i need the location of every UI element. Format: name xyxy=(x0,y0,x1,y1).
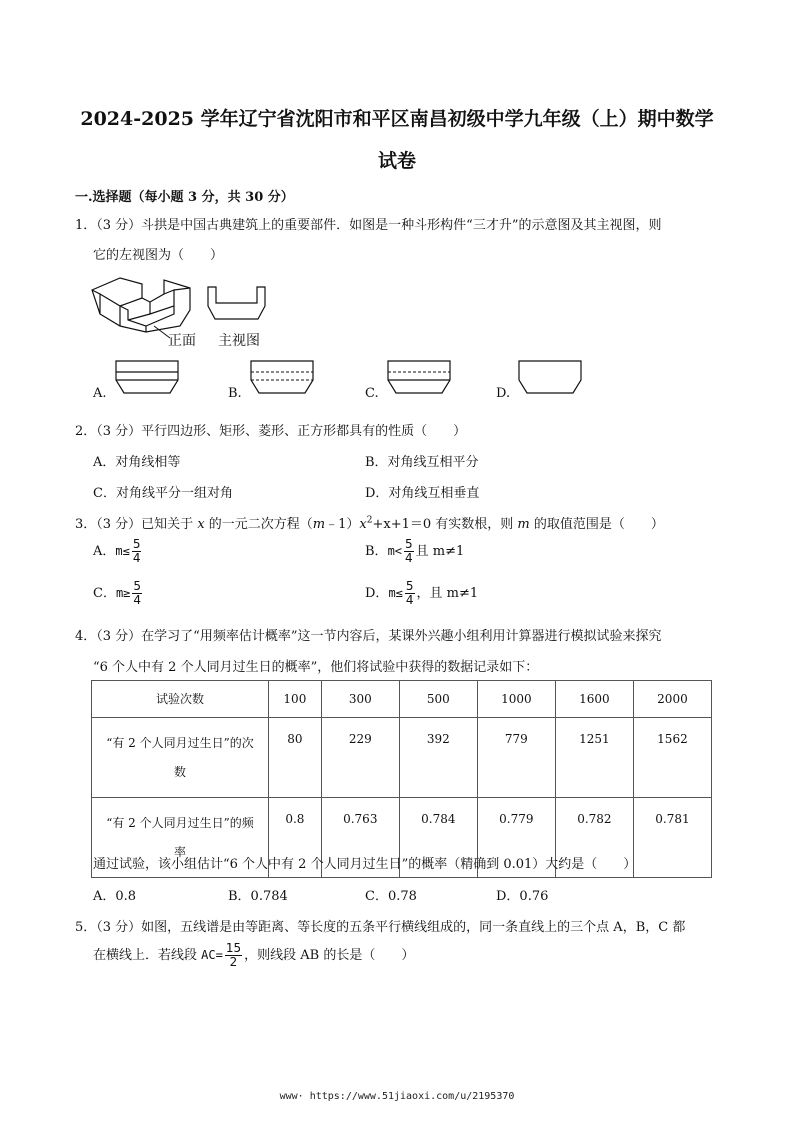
q1-option-a-label: A. xyxy=(93,386,107,401)
q3-option-c-symbol: m≥ xyxy=(115,586,131,600)
q3-option-d-fraction xyxy=(405,580,415,607)
q3-stem-m: m xyxy=(312,517,326,532)
table-cell: 1251 xyxy=(555,718,633,798)
table-cell: 1562 xyxy=(633,718,711,798)
table-row-label xyxy=(92,718,269,798)
q3-stem-x2: x xyxy=(359,517,367,532)
table-cell: 0.781 xyxy=(633,798,711,878)
table-cell: 0.782 xyxy=(555,798,633,878)
q1-option-b-figure xyxy=(250,360,314,394)
q4-data-table xyxy=(91,680,712,878)
q3-stem xyxy=(75,513,664,532)
q1-option-d-label: D. xyxy=(496,386,511,401)
section-heading: 一.选择题（每小题 3 分，共 30 分） xyxy=(75,190,294,205)
table-cell: 0.8 xyxy=(269,798,322,878)
fraction-numerator: 5 xyxy=(133,579,142,593)
table-header-cell: 300 xyxy=(321,681,399,718)
q5-stem-line1: 5．（3 分）如图，五线谱是由等距离、等长度的五条平行横线组成的，同一条直线上的三个点 A，B，C 都 xyxy=(75,920,686,935)
row-label-line1: “有 2 个人同月过生日”的频 xyxy=(106,815,254,830)
q4-option-c: C．0.78 xyxy=(365,889,417,904)
fraction-denominator: 4 xyxy=(405,551,413,565)
fraction-numerator: 5 xyxy=(405,579,414,593)
q1-main-view-figure xyxy=(207,286,267,326)
row-label-line2: 数 xyxy=(173,764,186,779)
table-cell: 0.779 xyxy=(477,798,555,878)
table-row xyxy=(92,681,712,718)
fraction-numerator: 5 xyxy=(405,537,413,551)
q1-option-c-figure xyxy=(387,360,451,394)
q1-option-a-figure xyxy=(115,360,179,394)
footer-url: www· https://www.51jiaoxi.com/u/2195370 xyxy=(279,1091,515,1102)
table-cell: 0.784 xyxy=(399,798,477,878)
table-row xyxy=(92,718,712,798)
fraction-denominator: 4 xyxy=(132,551,141,565)
q1-label-front: 正面 xyxy=(168,333,196,349)
q3-option-b-fraction xyxy=(404,538,414,565)
q3-option-d-symbol: m≤ xyxy=(388,586,403,600)
table-header-cell: 1600 xyxy=(555,681,633,718)
table-cell: 779 xyxy=(477,718,555,798)
q2-option-c: C．对角线平分一组对角 xyxy=(93,486,233,501)
q3-stem-exponent: 2 xyxy=(366,515,373,526)
q3-option-b-symbol: m< xyxy=(387,544,403,558)
fraction-denominator: 4 xyxy=(405,593,414,607)
q5-stem-line2 xyxy=(93,942,414,969)
exam-title-line2: 试卷 xyxy=(377,150,416,172)
q3-option-c-label: C． xyxy=(93,586,116,601)
q3-option-a-symbol: m≤ xyxy=(115,544,130,558)
fraction-denominator: 2 xyxy=(229,955,238,969)
row-label-line1: “有 2 个人同月过生日”的次 xyxy=(106,735,254,750)
q5-fraction xyxy=(225,942,242,969)
fraction-numerator: 15 xyxy=(225,941,242,955)
table-cell: 392 xyxy=(399,718,477,798)
q1-option-d-figure xyxy=(518,360,582,394)
q3-option-b xyxy=(365,538,464,565)
q4-stem-line1: 4．（3 分）在学习了“用频率估计概率”这一节内容后，某课外兴趣小组利用计算器进行模拟试验来探究 xyxy=(75,629,662,644)
q3-option-d xyxy=(365,580,478,607)
q1-stem-line1: 1．（3 分）斗拱是中国古典建筑上的重要部件．如图是一种斗形构件“三才升”的示意图及其主视图，则 xyxy=(75,218,662,233)
fraction-numerator: 5 xyxy=(132,537,141,551)
q2-option-d: D．对角线互相垂直 xyxy=(365,486,480,501)
q5-stem-symbol: AC= xyxy=(201,948,223,962)
table-header-cell: 试验次数 xyxy=(92,681,269,718)
table-header-cell: 500 xyxy=(399,681,477,718)
q3-option-c xyxy=(93,580,144,607)
q3-stem-part5: 的取值范围是（ ） xyxy=(529,517,664,532)
q1-option-b-label: B. xyxy=(228,386,242,401)
q3-option-c-fraction xyxy=(132,580,142,607)
fraction-denominator: 4 xyxy=(133,593,142,607)
q1-option-c-label: C. xyxy=(365,386,379,401)
table-cell: 80 xyxy=(269,718,322,798)
q3-option-b-label: B． xyxy=(365,544,388,559)
q1-stem-line2: 它的左视图为（ ） xyxy=(93,248,224,263)
q3-stem-part2: 的一元二次方程（ xyxy=(204,517,313,532)
q3-stem-part1: 3．（3 分）已知关于 xyxy=(75,517,198,532)
table-header-cell: 100 xyxy=(269,681,322,718)
q1-3d-figure xyxy=(90,276,200,336)
q4-conclusion: 通过试验，该小组估计“6 个人中有 2 个人同月过生日”的概率（精确到 0.01）大约是（ ） xyxy=(93,857,637,872)
q4-option-d: D．0.76 xyxy=(496,889,549,904)
q2-option-b: B．对角线互相平分 xyxy=(365,455,479,470)
q3-option-d-label: D． xyxy=(365,586,389,601)
q4-option-a: A．0.8 xyxy=(93,889,137,904)
q3-option-d-tail: ，且 m≠1 xyxy=(416,586,479,601)
exam-title-line1: 2024-2025 学年辽宁省沈阳市和平区南昌初级中学九年级（上）期中数学 xyxy=(80,108,714,130)
q3-option-a-label: A． xyxy=(93,544,116,559)
q5-stem-part1: 在横线上．若线段 xyxy=(93,948,202,963)
q3-stem-x: x xyxy=(197,517,205,532)
q3-stem-part4: +x+1＝0 有实数根，则 xyxy=(372,517,518,532)
q3-stem-m2: m xyxy=(517,517,530,532)
q3-option-a xyxy=(93,538,143,565)
q2-option-a: A．对角线相等 xyxy=(93,455,181,470)
q3-stem-part3: ﹣1） xyxy=(325,517,360,532)
q3-option-a-fraction xyxy=(132,538,142,565)
table-header-cell: 2000 xyxy=(633,681,711,718)
row-label-line2: 率 xyxy=(173,844,186,859)
q4-option-b: B．0.784 xyxy=(228,889,288,904)
q2-stem: 2．（3 分）平行四边形、矩形、菱形、正方形都具有的性质（ ） xyxy=(75,424,467,439)
q1-label-main-view: 主视图 xyxy=(218,333,260,349)
table-cell: 0.763 xyxy=(321,798,399,878)
table-cell: 229 xyxy=(321,718,399,798)
table-header-cell: 1000 xyxy=(477,681,555,718)
q5-stem-part2: ，则线段 AB 的长是（ ） xyxy=(244,948,415,963)
q3-option-b-tail: 且 m≠1 xyxy=(415,544,465,559)
q4-stem-line2: “6 个人中有 2 个人同月过生日的概率”，他们将试验中获得的数据记录如下： xyxy=(93,660,539,675)
